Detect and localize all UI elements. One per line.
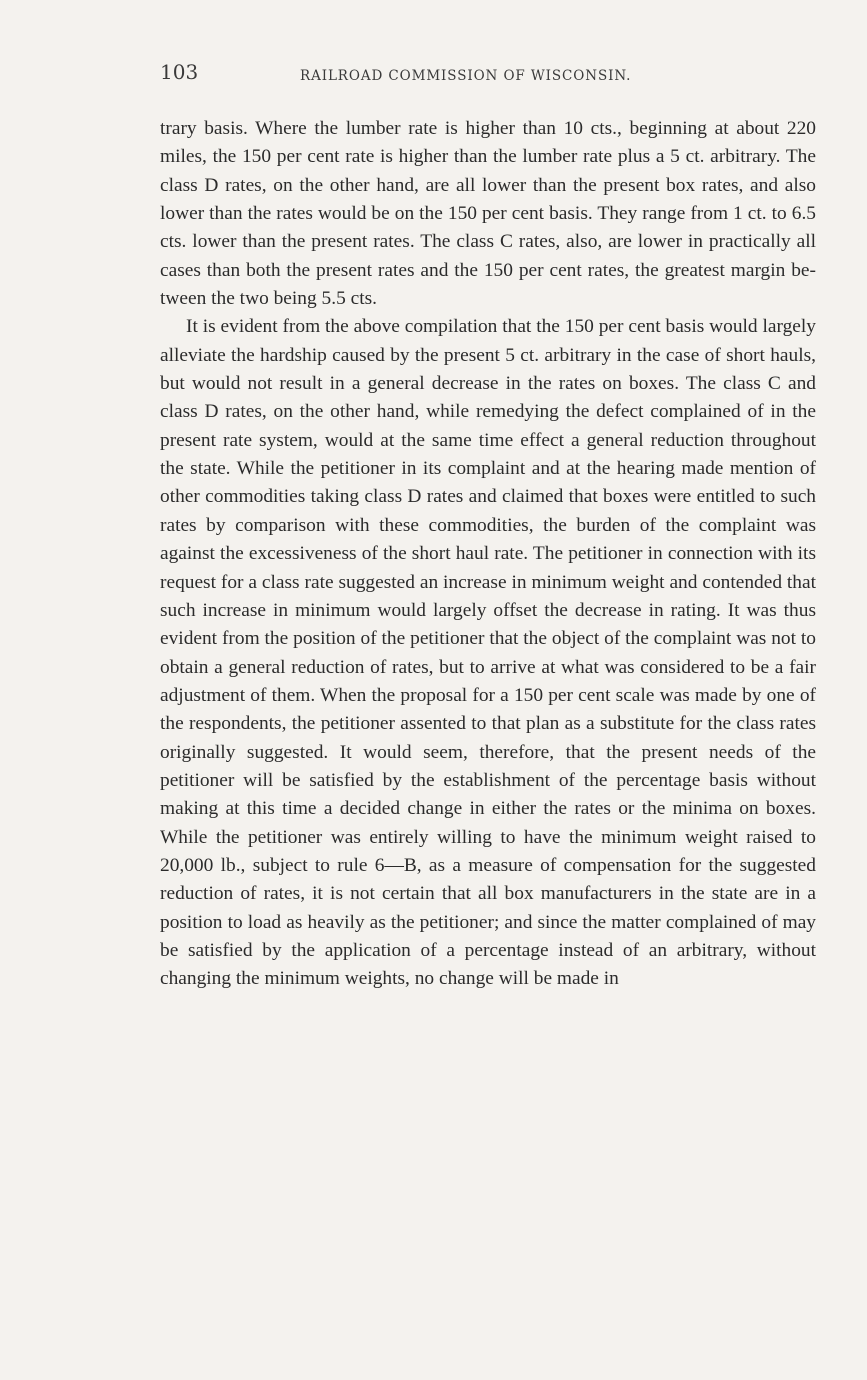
paragraph-continued: trary basis. Where the lumber rate is higher than 10 cts., beginning at about 220 miles, the 150 per cent rate is higher than the lumber rate plus a 5 ct. arbitrary. The class D rates, on the other hand, are all lower than the present box rates, and also lower than the rates would be on the 150 per cent basis. They range from 1 ct. to 6.5 cts. lower than the present rates. The class C rates, also, are lower in practically all cases than both the present rates and the 150 per cent rates, the greatest margin between the two being 5.5 cts.: [160, 118, 816, 310]
running-head: RAILROAD COMMISSION OF WISCONSIN.: [300, 68, 632, 84]
page-header: [160, 60, 816, 90]
page-number: 103: [160, 60, 199, 84]
paragraph: It is evident from the above compilation that the 150 per cent basis would largely alleviate the hardship caused by the present 5 ct. arbitrary in the case of short hauls, but would not result in a general decrease in the rates on boxes. The class C and class D rates, on the other hand, while remedying the defect complained of in the present rate system, would at the same time effect a general reduction throughout the state. While the petitioner in its complaint and at the hearing made mention of other commodities taking class D rates and claimed that boxes were entitled to such rates by comparison with these commodities, the burden of the complaint was against the excessiveness of the short haul rate. The petitioner in connection with its request for a class rate suggested an increase in minimum weight and contended that such increase in minimum would largely offset the decrease in rating. It was thus evident from the position of the petitioner that the object of the complaint was not to obtain a general reduction of rates, but to arrive at what was considered to be a fair adjustment of them. When the proposal for a 150 per cent scale was made by one of the respondents, the petitioner assented to that plan as a substitute for the class rates originally suggested. It would seem, therefore, that the present needs of the petitioner will be satisfied by the establishment of the percentage basis without making at this time a decided change in either the rates or the minima on boxes. While the petitioner was entirely willing to have the minimum weight raised to 20,000 lb., subject to rule 6—B, as a measure of compensation for the suggested reduction of rates, it is not certain that all box manufacturers in the state are in a position to load as heavily as the petitioner; and since the matter complained of may be satisfied by the application of a percentage instead of an arbitrary, without changing the minimum weights, no change will be made in: [160, 316, 816, 990]
body-text: [160, 115, 816, 994]
